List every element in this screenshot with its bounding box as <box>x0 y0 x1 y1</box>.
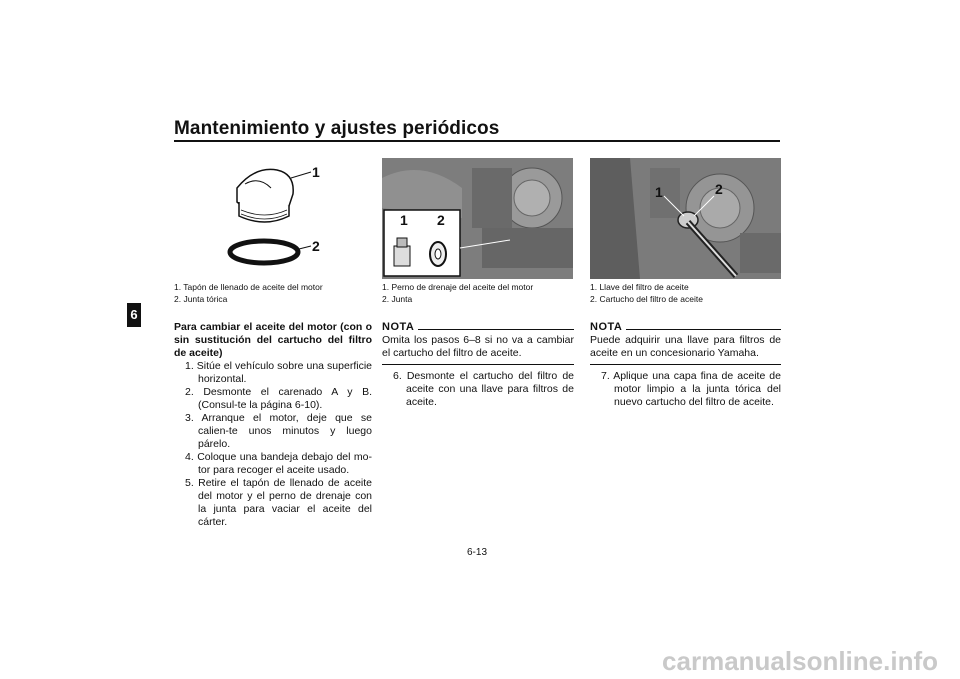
watermark: carmanualsonline.info <box>662 646 938 676</box>
photo-oil-filter-wrench <box>590 158 781 279</box>
nota-text: Puede adquirir una llave para filtros de aceite en un concesionario Yamaha. <box>590 334 781 359</box>
nota-top-rule <box>626 329 781 330</box>
caption-item: 2. Cartucho del filtro de aceite <box>590 294 703 304</box>
section-tab: 6 <box>127 303 141 327</box>
page-title: Mantenimiento y ajustes periódicos <box>174 118 500 139</box>
page-number: 6-13 <box>467 547 488 558</box>
list-item: 1. Sitúe el vehículo sobre una superficie horizontal. <box>185 360 372 385</box>
title-rule <box>174 140 780 142</box>
caption-item: 1. Llave del filtro de aceite <box>590 282 689 292</box>
nota-top-rule <box>418 329 574 330</box>
figure1-callout-1: 1 <box>312 164 320 180</box>
nota-bottom-rule <box>590 364 781 365</box>
caption-item: 2. Junta tórica <box>174 294 228 304</box>
section-heading: Para cambiar el aceite del motor (con o sin sustitución del cartucho del filtro de aceite) <box>174 321 372 359</box>
caption-item: 1. Perno de drenaje del aceite del motor <box>382 282 534 292</box>
list-item: 6. Desmonte el cartucho del filtro de aceite con una llave para filtros de aceite. <box>393 370 574 408</box>
list-item: 2. Desmonte el carenado A y B. (Consul-te la página 6-10). <box>185 386 372 411</box>
nota-title: NOTA <box>382 321 415 333</box>
list-item: 3. Arranque el motor, deje que se calien-te unos minutos y luego párelo. <box>185 412 372 450</box>
caption-item: 1. Tapón de llenado de aceite del motor <box>174 282 323 292</box>
figure1-captions <box>174 281 374 305</box>
figure3-captions <box>590 281 790 305</box>
steps-list-1 <box>180 360 372 529</box>
engine-photo <box>382 158 573 279</box>
figure2-callout-1: 1 <box>400 212 408 228</box>
list-item: 4. Coloque una bandeja debajo del mo-tor para recoger el aceite usado. <box>185 451 372 476</box>
figure3-callout-1: 1 <box>655 184 663 200</box>
caption-item: 2. Junta <box>382 294 413 304</box>
nota-title: NOTA <box>590 321 623 333</box>
nota-bottom-rule <box>382 364 574 365</box>
figure1-callout-2: 2 <box>312 238 320 254</box>
figure2-callout-2: 2 <box>437 212 445 228</box>
list-item: 7. Aplique una capa fina de aceite de motor limpio a la junta tórica del nuevo cartucho del filtro de aceite. <box>601 370 781 408</box>
photo-drain-bolt <box>382 158 573 279</box>
figure2-captions <box>382 281 582 305</box>
figure3-callout-2: 2 <box>715 181 723 197</box>
list-item: 5. Retire el tapón de llenado de aceite del motor y el perno de drenaje con la junta para vaciar el aceite del cárter. <box>185 477 372 528</box>
steps-list-2 <box>388 370 574 409</box>
nota-text: Omita los pasos 6–8 si no va a cambiar el cartucho del filtro de aceite. <box>382 334 574 359</box>
engine-photo-wrench <box>590 158 781 279</box>
steps-list-3 <box>596 370 781 409</box>
